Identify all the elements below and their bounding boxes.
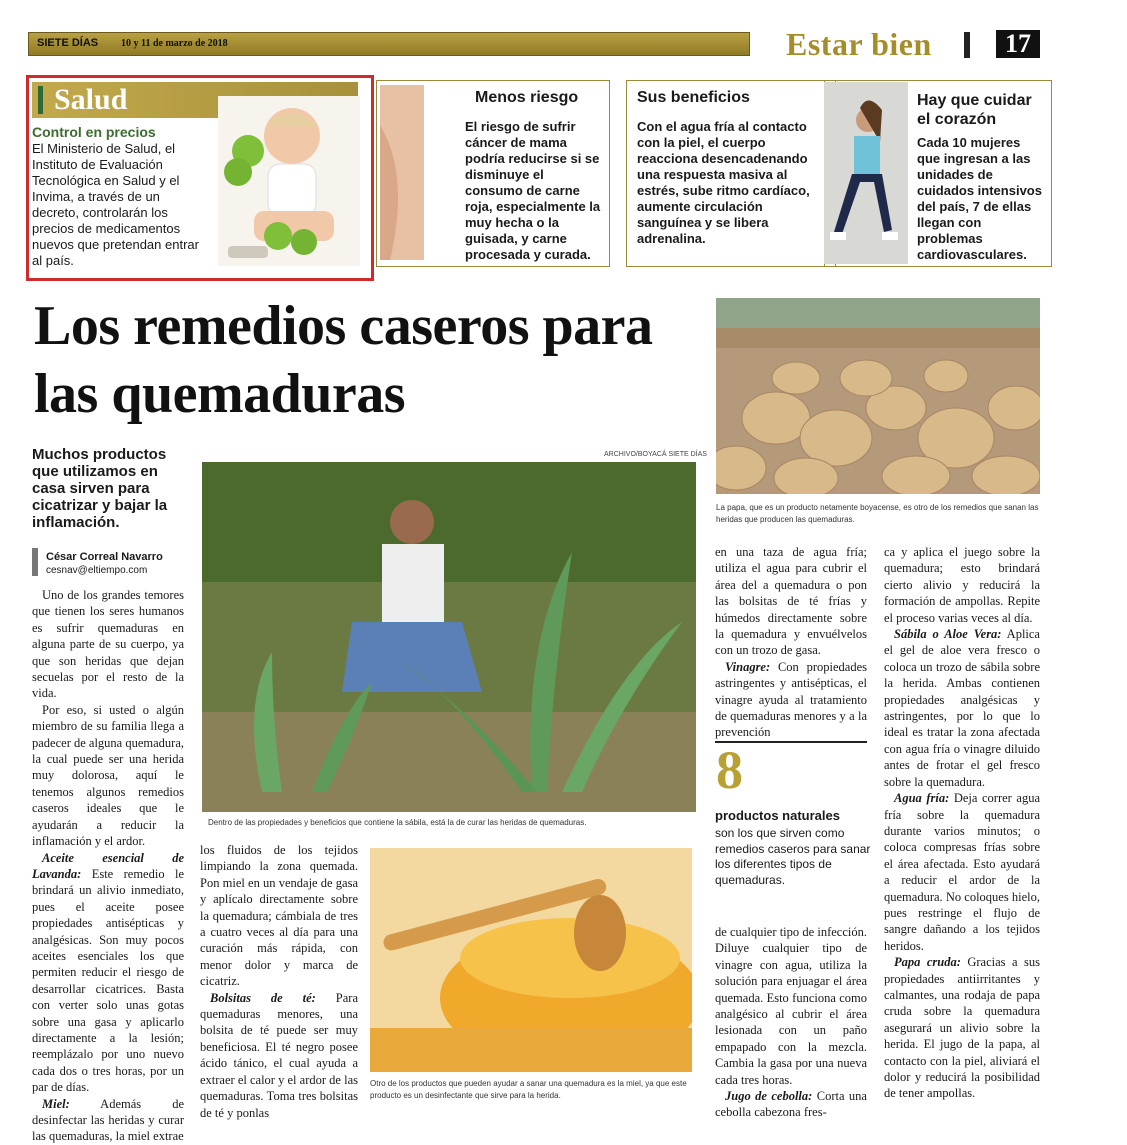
fact-heading: productos naturales — [715, 808, 840, 823]
honey-photo — [370, 848, 692, 1072]
subhead-lavanda: Aceite esencial de Lavanda: — [32, 850, 184, 881]
fact-number: 8 — [716, 740, 743, 800]
paragraph — [715, 659, 867, 741]
paragraph-text: Aplica el gel de aloe vera fresco o coloca un trozo de sábila sobre la herida. Ambas contienen propiedades analgésicas y astringentes, por lo que lo ideal es tratar la zona afectada con agua fría o vinagre diluido antes de frotar el gel fresco sobre la quemadura. — [884, 627, 1040, 789]
article-deck: Muchos productos que utilizamos en casa sirven para cicatrizar y bajar la inflamación. — [32, 446, 168, 531]
byline-bar — [32, 548, 38, 576]
article-column-1 — [32, 587, 184, 1145]
issue-date: 10 y 11 de marzo de 2018 — [121, 38, 228, 49]
subhead-papa-cruda: Papa cruda: — [894, 955, 961, 970]
paragraph — [884, 790, 1040, 954]
paragraph-text: Para quemaduras menores, una bolsita de té puede ser muy beneficiosa. El té negro posee ácido tánico, el cual ayuda a extraer el calor y el ardor de las quemaduras. Toma tres bolsitas de té y ponlas — [200, 990, 358, 1120]
caption-aloe: Dentro de las propiedades y beneficios que contiene la sábila, está la de curar las heridas de quemaduras. — [208, 818, 587, 827]
caption-honey: Otro de los productos que pueden ayudar a sanar una quemadura es la miel, ya que este producto es un desinfectante que sirve para la herida. — [370, 1079, 687, 1100]
paragraph-text: Además de desinfectar las heridas y curar las quemaduras, la miel extrae — [32, 1096, 184, 1144]
salud-body: El Ministerio de Salud, el Instituto de Evaluación Tecnológica en Salud y el Invima, a través de un decreto, controlarán los precios de medicamentos nuevos que pretendan entrar al país. — [32, 141, 199, 268]
baby-photo — [218, 96, 360, 266]
article-headline: Los remedios caseros para las quemaduras — [34, 295, 653, 425]
paragraph: en una taza de agua fría; utiliza el agua para cubrir el área del a quemadura o pon las bolsitas de té frías y húmedos directamente sobre la quemadura y envuélvelos con un trozo de gasa. — [715, 545, 867, 658]
paragraph — [884, 626, 1040, 790]
paragraph — [32, 1096, 184, 1145]
salud-marker — [38, 86, 43, 114]
page-number: 17 — [996, 30, 1040, 58]
article-column-3 — [715, 544, 867, 741]
info-box-sus-beneficios — [626, 80, 836, 267]
subhead-vinagre: Vinagre: — [725, 659, 771, 674]
subhead-sabila: Sábila o Aloe Vera: — [894, 627, 1002, 642]
box-title: Sus beneficios — [637, 89, 750, 106]
box-title: Hay que cuidar el corazón — [917, 92, 1032, 128]
page-bar — [964, 32, 970, 58]
subhead-miel: Miel: — [42, 1096, 70, 1111]
box-body: Con el agua fría al contacto con la piel, el cuerpo reacciona desencadenando una respuesta masiva al estrés, sube ritmo cardíaco, aumente circulación sanguínea y se libera adrenalina. — [637, 119, 810, 246]
salud-subhead: Control en precios — [32, 124, 156, 140]
article-column-4 — [884, 544, 1040, 1102]
photo-credit: ARCHIVO/BOYACÁ SIETE DÍAS — [604, 451, 707, 458]
caption-potato: La papa, que es un producto netamente boyacense, es otro de los remedios que sanan las heridas que producen las quemaduras. — [716, 503, 1039, 524]
article-column-3-continued — [715, 924, 867, 1121]
paragraph-text: Gracias a sus propiedades antiirritantes y calmantes, una rodaja de papa cruda sobre la quemadura asegurará un alivio sobre la herida. El jugo de la papa, al contacto con la piel, aliviará el dolor y reducirá la posibilidad de tener ampollas. — [884, 955, 1040, 1101]
paragraph: Uno de los grandes temores que tienen los seres humanos es sufrir quemaduras en alguna parte de su cuerpo, ya que son heridas que dejan secuelas por el resto de la vida. — [32, 588, 184, 701]
paragraph: los fluidos de los tejidos limpiando la zona quemada. Pon miel en un vendaje de gasa y aplícalo directamente sobre la quemadura; cámbiala de tres a cuatro veces al día para una curación más rápida, con menor dolor y marca de cicatriz. — [200, 843, 358, 989]
paragraph — [715, 1088, 867, 1121]
subhead-agua-fria: Agua fría: — [894, 791, 950, 806]
header-band — [28, 32, 750, 56]
section-title: Estar bien — [786, 26, 932, 62]
potato-photo — [716, 298, 1040, 494]
aloe-photo — [202, 462, 696, 812]
article-column-2 — [200, 842, 358, 1121]
box-body: El riesgo de sufrir cáncer de mama podría reducirse si se disminuye el consumo de carne roja, especialmente la muy hecha o la guisada, y carne procesada y curada. — [465, 119, 601, 262]
salud-title: Salud — [54, 83, 128, 116]
box-title: Menos riesgo — [475, 89, 579, 106]
skin-photo — [380, 85, 424, 260]
paragraph: de cualquier tipo de infección. Diluye cualquier tipo de vinagre con agua, utiliza la solución para enjuagar el área quemada. Esto funciona como analgésico al cubrir el área lesionada con un paño empapado con la mezcla. Cambia la gasa por una nueva cada tres horas. — [715, 925, 867, 1087]
subhead-te: Bolsitas de té: — [210, 990, 316, 1005]
paragraph — [200, 990, 358, 1121]
paragraph-text: Este remedio le brindará un alivio inmediato, pues el aceite posee propiedades antisépticas y analgésicas. Son muy pocos aceites esenciales los que permiten reducir el riesgo de desarrollar cicatrices. Basta con verter solo unas gotas sobre una gasa y aplicarlo directamente a la lesión; reemplázalo por uno nuevo cada dos o tres horas, por un par de días. — [32, 866, 184, 1095]
exercise-photo — [824, 82, 908, 264]
author-email: cesnav@eltiempo.com — [46, 565, 148, 576]
paragraph-text: Con propiedades astringentes y antisépticas, el vinagre ayuda al tratamiento de quemaduras menores y a la prevención — [715, 659, 867, 740]
paragraph-text: Corta una cebolla cabezona fres- — [715, 1089, 867, 1120]
paragraph: Por eso, si usted o algún miembro de su familia llega a padecer de alguna quemadura, la cual puede ser una herida muy dolorosa, aquí le tenemos algunos remedios caseros ideales que le ayudarán a reducir la inflamación y el ardor. — [32, 702, 185, 849]
fact-body: son los que sirven como remedios caseros para sanar los diferentes tipos de quemaduras. — [715, 826, 871, 887]
author: César Correal Navarro — [46, 551, 163, 563]
paragraph — [884, 954, 1040, 1102]
paragraph: ca y aplica el juego sobre la quemadura; esto brindará cierto alivio y reducirá la formación de ampollas. Repite el proceso varias veces al día. — [884, 545, 1040, 625]
box-body: Cada 10 mujeres que ingresan a las unidades de cuidados intensivos del país, 7 de ellas llegan con problemas cardiovasculares. — [917, 135, 1042, 262]
paragraph-text: Deja correr agua fría sobre la quemadura durante varios minutos; o coloca compresas frías sobre el área afectada. Esto ayudará a reducir el ardor de la quemadura. No coloques hielo, pues restringe el flujo de sangre dañando a los tejidos heridos. — [884, 791, 1041, 953]
subhead-cebolla: Jugo de cebolla: — [725, 1089, 813, 1104]
paragraph — [32, 850, 184, 1096]
brand-name: SIETE DÍAS — [37, 37, 99, 49]
